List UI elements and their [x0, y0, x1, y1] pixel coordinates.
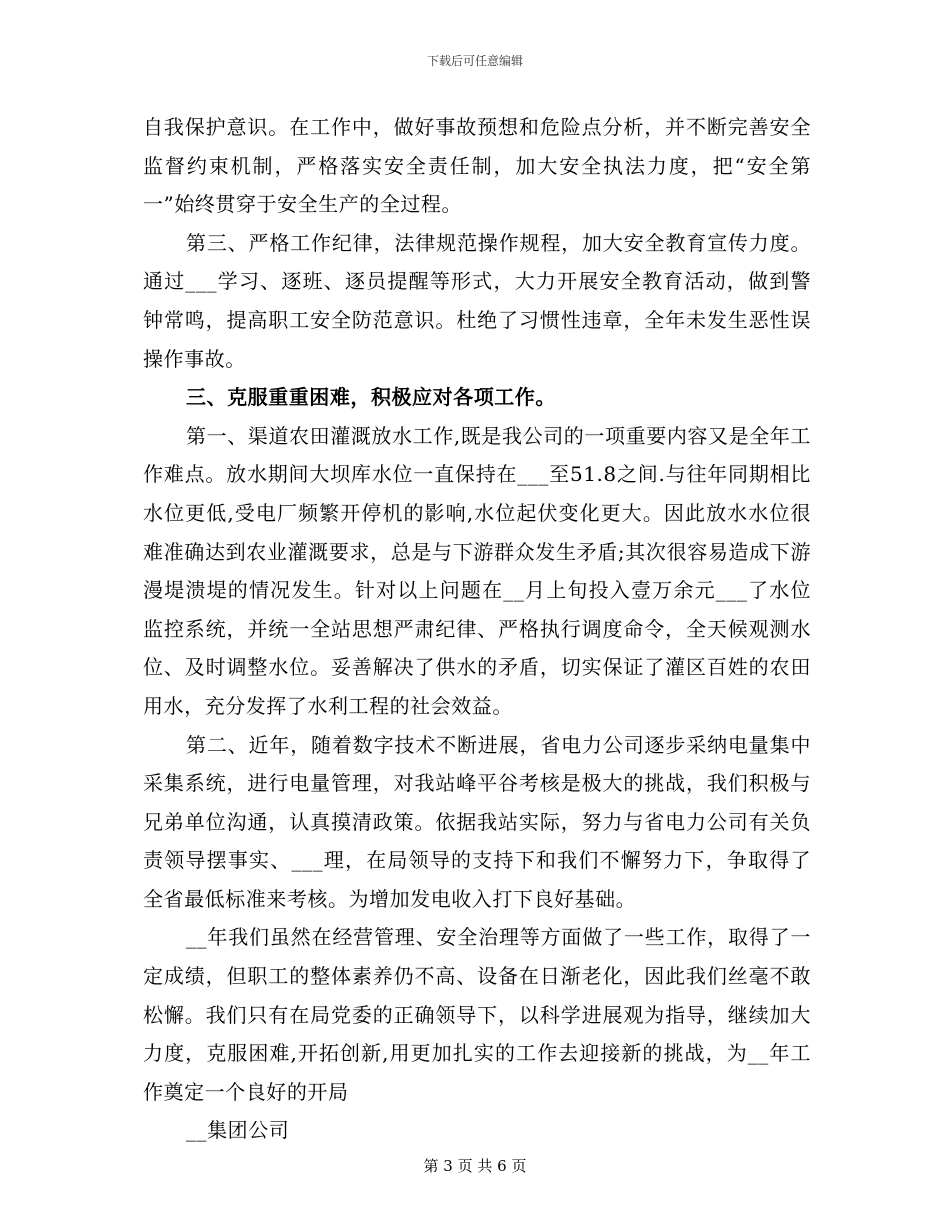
paragraph-work-discipline: 第三、严格工作纪律，法律规范操作规程，加大安全教育宣传力度。通过___学习、逐班、逐员提醒等形式，大力开展安全教育活动，做到警钟常鸣，提高职工安全防范意识。杜绝了习惯性违章，全年未发生恶性误操作事故。 — [143, 230, 811, 371]
document-body — [143, 108, 811, 1150]
paragraph-electricity-metering: 第二、近年，随着数字技术不断进展，省电力公司逐步采纳电量集中采集系统，进行电量管理，对我站峰平谷考核是极大的挑战，我们积极与兄弟单位沟通，认真摸清政策。依据我站实际，努力与省电力公司有关负责领导摆事实、___理，在局领导的支持下和我们不懈努力下，争取得了全省最低标准来考核。为增加发电收入打下良好基础。 — [143, 732, 811, 911]
paragraph-safety-awareness: 自我保护意识。在工作中，做好事故预想和危险点分析，并不断完善安全监督约束机制，严格落实安全责任制，加大安全执法力度，把“安全第一”始终贯穿于安全生产的全过程。 — [143, 115, 811, 217]
section-heading: 三、克服重重困难，积极应对各项工作。 — [186, 385, 556, 410]
page-header: 下载后可任意编辑 — [426, 54, 523, 68]
paragraph-irrigation: 第一、渠道农田灌溉放水工作,既是我公司的一项重要内容又是全年工作难点。放水期间大坝库水位一直保持在___至51.8之间.与往年同期相比水位更低,受电厂频繁开停机的影响,水位起伏变化更大。因此放水水位很难准确达到农业灌溉要求，总是与下游群众发生矛盾;其次很容易造成下游漫堤溃堤的情况发生。针对以上问题在__月上旬投入壹万余元___了水位监控系统，并统一全站思想严肃纪律、严格执行调度命令，全天候观测水位、及时调整水位。妥善解决了供水的矛盾，切实保证了灌区百姓的农田用水，充分发挥了水利工程的社会效益。 — [143, 423, 811, 718]
signature-company: __集团公司 — [186, 1118, 290, 1143]
paragraph-summary: __年我们虽然在经营管理、安全治理等方面做了一些工作，取得了一定成绩，但职工的整体素养仍不高、设备在日渐老化，因此我们丝毫不敢松懈。我们只有在局党委的正确领导下，以科学进展观为指导，继续加大力度，克服困难,开拓创新,用更加扎实的工作去迎接新的挑战，为__年工作奠定一个良好的开局 — [143, 925, 811, 1104]
page-number: 第 3 页 共 6 页 — [423, 1157, 527, 1175]
